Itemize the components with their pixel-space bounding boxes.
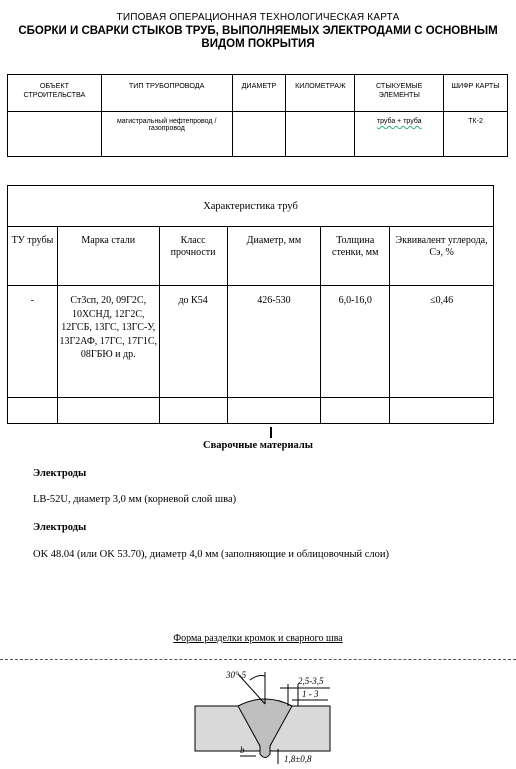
pipe-table-empty-row xyxy=(8,398,494,424)
info-value-diameter xyxy=(232,112,286,157)
land-label: 1,8±0,8 xyxy=(284,754,312,764)
pipe-col-wall-thickness: Толщина стенки, мм xyxy=(321,227,390,286)
section-divider xyxy=(0,659,516,660)
info-value-joined-elements xyxy=(355,112,444,157)
pipe-val-carbon-equivalent: ≤0,46 xyxy=(390,286,494,398)
angle-arc xyxy=(250,676,265,681)
info-header-diameter: ДИАМЕТР xyxy=(232,75,286,112)
pipe-val-steel-grade: Ст3сп, 20, 09Г2С, 10ХСНД, 12Г2С, 12ГСБ, 13ГС, 13ГС-У, 13Г2АФ, 17ГС, 17Г1С, 08ГБЮ и др. xyxy=(57,286,159,398)
info-value-card-code: ТК-2 xyxy=(444,112,508,157)
pipe-table-title: Характеристика труб xyxy=(8,186,494,227)
info-value-pipeline-type: магистральный нефтепровод /газопровод xyxy=(101,112,232,157)
angle-label: 30°-5 xyxy=(226,670,247,680)
pipe-val-wall-thickness: 6,0-16,0 xyxy=(321,286,390,398)
electrodes-text-2: OK 48.04 (или OK 53.70), диаметр 4,0 мм (заполняющие и облицовочный слои) xyxy=(33,549,390,560)
empty-cell xyxy=(390,398,494,424)
info-table xyxy=(7,74,508,157)
pipe-col-strength-class: Класс прочности xyxy=(159,227,227,286)
pipe-col-diameter: Диаметр, мм xyxy=(227,227,321,286)
info-header-card-code: ШИФР КАРТЫ xyxy=(444,75,508,112)
empty-cell xyxy=(227,398,321,424)
pipe-col-tu: ТУ трубы xyxy=(8,227,58,286)
electrodes-label-1: Электроды xyxy=(33,468,87,479)
document-title xyxy=(0,25,516,51)
empty-cell xyxy=(159,398,227,424)
pipe-col-carbon-equivalent: Эквивалент углерода, Сэ, % xyxy=(390,227,494,286)
electrodes-label-2: Электроды xyxy=(33,522,87,533)
pipe-val-strength-class: до К54 xyxy=(159,286,227,398)
empty-cell xyxy=(321,398,390,424)
electrodes-text-1: LB-52U, диаметр 3,0 мм (корневой слой шва) xyxy=(33,494,237,505)
b-label: b xyxy=(240,745,245,755)
welding-materials-heading: Сварочные материалы xyxy=(203,440,313,451)
joined-elements-text: труба + труба xyxy=(376,118,422,125)
pipe-col-steel-grade: Марка стали xyxy=(57,227,159,286)
pipe-table-data-row xyxy=(8,286,494,398)
groove-form-title: Форма разделки кромок и сварного шва xyxy=(173,633,343,644)
pipe-val-tu: - xyxy=(8,286,58,398)
root-label: 1 - 3 xyxy=(302,689,319,699)
pipe-val-diameter: 426-530 xyxy=(227,286,321,398)
info-value-kilometrage xyxy=(286,112,355,157)
groove-diagram xyxy=(180,664,350,769)
info-table-value-row xyxy=(8,112,508,157)
info-table-header-row xyxy=(8,75,508,112)
pipe-table-title-row xyxy=(8,186,494,227)
document-title-line2: ВИДОМ ПОКРЫТИЯ xyxy=(201,38,315,50)
empty-cell xyxy=(8,398,58,424)
info-header-object: ОБЪЕКТ СТРОИТЕЛЬСТВА xyxy=(8,75,102,112)
pipe-characteristics-table xyxy=(7,185,494,424)
document-type-heading: ТИПОВАЯ ОПЕРАЦИОННАЯ ТЕХНОЛОГИЧЕСКАЯ КАРТА xyxy=(116,12,400,23)
info-header-kilometrage: КИЛОМЕТРАЖ xyxy=(286,75,355,112)
document-title-line1: СБОРКИ И СВАРКИ СТЫКОВ ТРУБ, ВЫПОЛНЯЕМЫХ ЭЛЕКТРОДАМИ С ОСНОВНЫМ xyxy=(18,25,498,37)
info-header-joined-elements: СТЫКУЕМЫЕ ЭЛЕМЕНТЫ xyxy=(355,75,444,112)
info-value-object xyxy=(8,112,102,157)
empty-cell xyxy=(57,398,159,424)
info-header-pipeline-type: ТИП ТРУБОПРОВОДА xyxy=(101,75,232,112)
gap-label: 2,5-3,5 xyxy=(298,676,324,686)
text-cursor xyxy=(270,427,272,438)
pipe-table-header-row xyxy=(8,227,494,286)
